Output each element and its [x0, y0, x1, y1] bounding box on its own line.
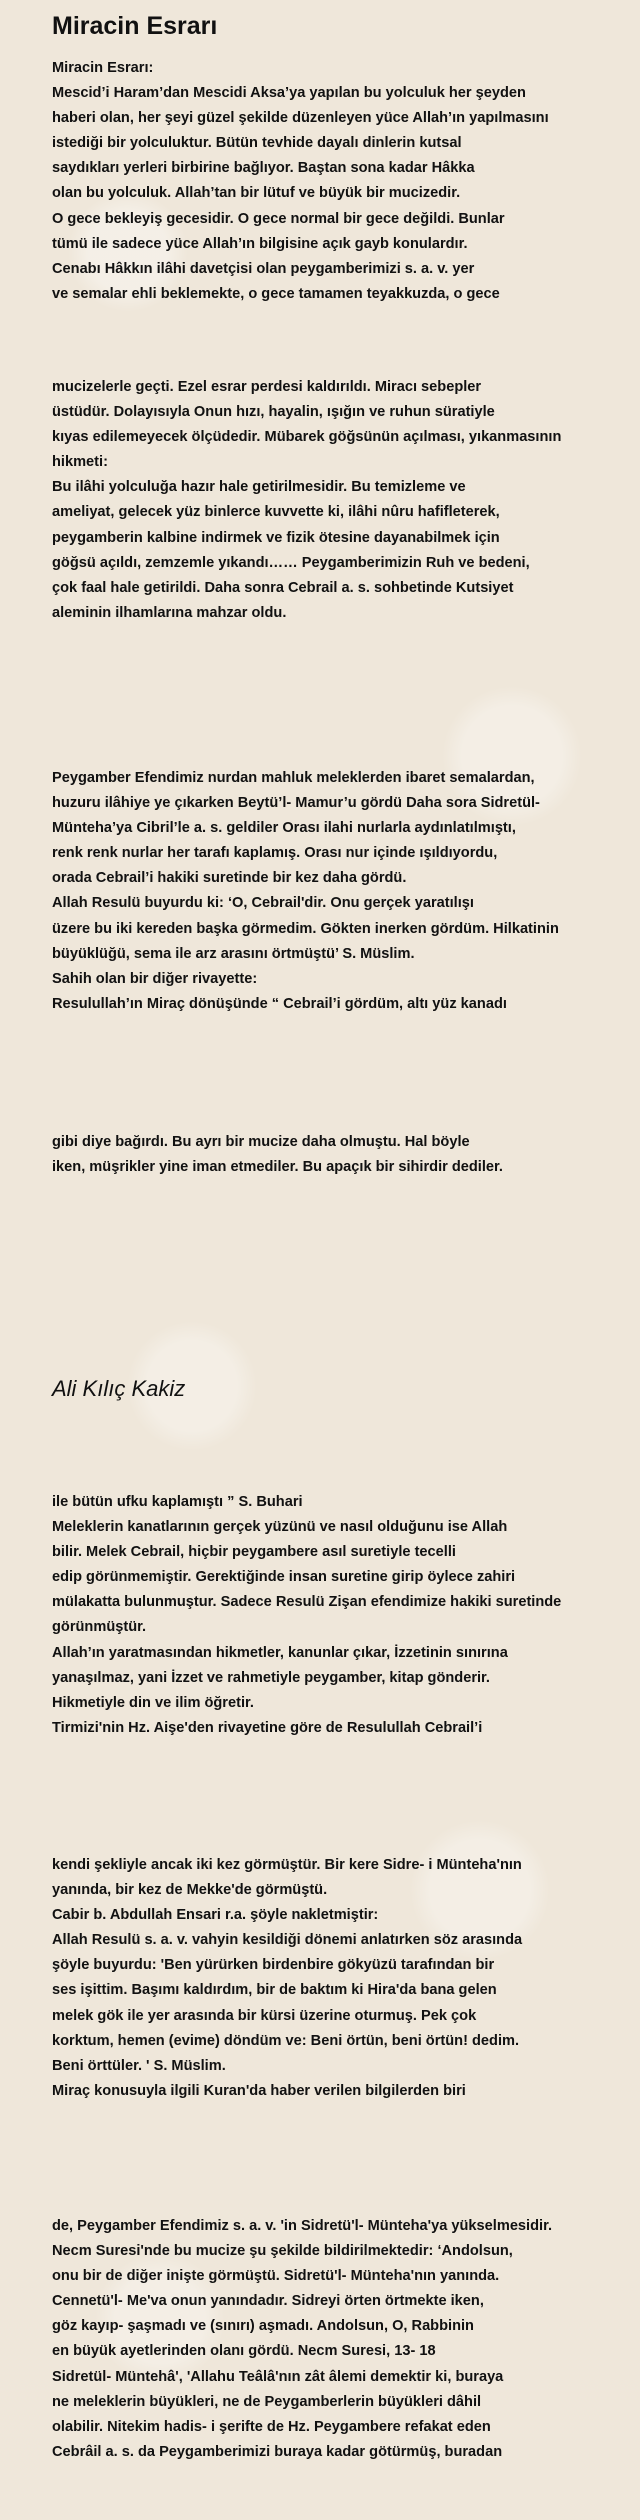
text-line: Peygamber Efendimiz nurdan mahluk meleklerden ibaret semalardan,	[52, 770, 535, 786]
text-line: korktum, hemen (evime) döndüm ve: Beni örtün, beni örtün! dedim.	[52, 2032, 520, 2049]
text-line: göğsü açıldı, zemzemle yıkandı…… Peygamberimizin Ruh ve bedeni,	[52, 554, 530, 571]
text-line: Meleklerin kanatlarının gerçek yüzünü ve nasıl olduğunu ise Allah	[52, 1519, 508, 1536]
text-line: haberi olan, her şeyi güzel şekilde düzenleyen yüce Allah’ın yapılmasını	[52, 110, 549, 127]
text-line: Hikmetiyle din ve ilim öğretir.	[52, 1694, 254, 1711]
paragraph-2	[52, 375, 617, 626]
text-line: mucizelerle geçti. Ezel esrar perdesi kaldırıldı. Miracı sebepler	[52, 379, 482, 395]
text-line: melek gök ile yer arasında bir kürsi üzerine oturmuş. Pek çok	[52, 2007, 477, 2024]
text-line: Resulullah’ın Miraç dönüşünde “ Cebrail’i gördüm, altı yüz kanadı	[52, 995, 507, 1012]
paragraph-1	[52, 56, 617, 307]
text-line: şöyle buyurdu: 'Ben yürürken birdenbire gökyüzü tarafından bir	[52, 1957, 495, 1974]
text-line: Allah’ın yaratmasından hikmetler, kanunlar çıkar, İzzetinin sınırına	[52, 1644, 508, 1661]
text-line: yanaşılmaz, yani İzzet ve rahmetiyle peygamber, kitap gönderir.	[52, 1669, 490, 1686]
text-line: Beni örttüler. ' S. Müslim.	[52, 2057, 226, 2074]
text-line: Sahih olan bir diğer rivayette:	[52, 970, 258, 987]
text-line: Mescid’i Haram’dan Mescidi Aksa’ya yapılan bu yolculuk her şeyden	[52, 85, 526, 102]
text-line: Sidretül- Müntehâ', 'Allahu Teâlâ'nın zât âlemi demektir ki, buraya	[52, 2368, 504, 2385]
text-line: hikmeti:	[52, 454, 108, 471]
text-line: renk renk nurlar her tarafı kaplamış. Orası nur içinde ışıldıyordu,	[52, 845, 498, 862]
text-line: orada Cebrail’i hakiki suretinde bir kez daha gördü.	[52, 870, 407, 887]
text-line: gibi diye bağırdı. Bu ayrı bir mucize daha olmuştu. Hal böyle	[52, 1134, 470, 1150]
text-line: edip görünmemiştir. Gerektiğinde insan suretine girip öylece zahiri	[52, 1569, 516, 1586]
text-line: Cenabı Hâkkın ilâhi davetçisi olan peygamberimizi s. a. v. yer	[52, 260, 475, 277]
text-line: mülakatta bulunmuştur. Sadece Resulü Zişan efendimize hakiki suretinde	[52, 1594, 562, 1611]
text-line: bilir. Melek Cebrail, hiçbir peygambere asıl suretiyle tecelli	[52, 1544, 456, 1561]
text-line: Necm Suresi'nde bu mucize şu şekilde bildirilmektedir: ‘Andolsun,	[52, 2243, 513, 2260]
page-title: Miracin Esrarı	[52, 12, 218, 40]
paragraph-6	[52, 1853, 617, 2104]
paragraph-4	[52, 1130, 617, 1180]
text-line: olabilir. Nitekim hadis- i şerifte de Hz. Peygambere refakat eden	[52, 2418, 491, 2435]
text-line: onu bir de diğer inişte görmüştü. Sidretü'l- Münteha'nın yanında.	[52, 2268, 500, 2285]
text-line: huzuru ilâhiye ye çıkarken Beytü’l- Mamur’u gördü Daha sora Sidretül-	[52, 795, 540, 812]
text-line: de, Peygamber Efendimiz s. a. v. 'in Sidretü'l- Münteha'ya yükselmesidir.	[52, 2218, 552, 2234]
text-line: kıyas edilemeyecek ölçüdedir. Mübarek göğsünün açılması, yıkanmasının	[52, 429, 562, 446]
text-line: Miraç konusuyla ilgili Kuran'da haber verilen bilgilerden biri	[52, 2082, 466, 2099]
paragraph-7	[52, 2214, 617, 2465]
text-line: ses işittim. Başımı kaldırdım, bir de baktım ki Hira'da bana gelen	[52, 1982, 497, 1999]
text-line: saydıkları yerleri birbirine bağlıyor. Baştan sona kadar Hâkka	[52, 160, 475, 177]
text-line: olan bu yolculuk. Allah’tan bir lütuf ve büyük bir mucizedir.	[52, 185, 461, 202]
text-line: O gece bekleyiş gecesidir. O gece normal bir gece değildi. Bunlar	[52, 210, 505, 227]
text-line: Cebrâil a. s. da Peygamberimizi buraya kadar götürmüş, buradan	[52, 2443, 503, 2460]
text-line: Allah Resulü buyurdu ki: ‘O, Cebrail'dir. Onu gerçek yaratılışı	[52, 895, 474, 912]
text-line: Allah Resulü s. a. v. vahyin kesildiği dönemi anlatırken söz arasında	[52, 1932, 523, 1949]
text-line: yanında, bir kez de Mekke'de görmüştü.	[52, 1882, 328, 1899]
text-line: ameliyat, gelecek yüz binlerce kuvvette ki, ilâhi nûru hafifleterek,	[52, 504, 500, 521]
text-line: Cennetü'l- Me'va onun yanındadır. Sidreyi örten örtmekte iken,	[52, 2293, 484, 2310]
text-line: tümü ile sadece yüce Allah’ın bilgisine açık gayb konulardır.	[52, 235, 468, 252]
author-name: Ali Kılıç Kakiz	[52, 1376, 186, 1401]
text-line: Bu ilâhi yolculuğa hazır hale getirilmesidir. Bu temizleme ve	[52, 479, 466, 496]
text-line: Cabir b. Abdullah Ensari r.a. şöyle nakletmiştir:	[52, 1907, 379, 1924]
text-line: iken, müşrikler yine iman etmediler. Bu apaçık bir sihirdir dediler.	[52, 1159, 503, 1176]
text-line: kendi şekliyle ancak iki kez görmüştür. Bir kere Sidre- i Münteha'nın	[52, 1857, 522, 1873]
text-line: üzere bu iki kereden başka görmedim. Gökten inerken gördüm. Hilkatinin	[52, 920, 559, 937]
text-line: Tirmizi'nin Hz. Aişe'den rivayetine göre de Resulullah Cebrail’i	[52, 1719, 483, 1736]
text-line: üstüdür. Dolayısıyla Onun hızı, hayalin, ışığın ve ruhun süratiyle	[52, 404, 495, 421]
text-line: ne meleklerin büyükleri, ne de Peygamberlerin büyükleri dâhil	[52, 2393, 482, 2410]
paragraph-5	[52, 1490, 617, 1741]
text-line: en büyük ayetlerinden olanı gördü. Necm Suresi, 13- 18	[52, 2343, 436, 2360]
text-line: göz kayıp- şaşmadı ve (sınırı) aşmadı. Andolsun, O, Rabbinin	[52, 2318, 474, 2335]
text-line: aleminin ilhamlarına mahzar oldu.	[52, 604, 287, 621]
text-line: Miracin Esrarı:	[52, 60, 154, 76]
text-line: Münteha’ya Cibril’le a. s. geldiler Orası ilahi nurlarla aydınlatılmıştı,	[52, 820, 516, 837]
text-line: ile bütün ufku kaplamıştı ” S. Buhari	[52, 1494, 303, 1510]
text-line: çok faal hale getirildi. Daha sonra Cebrail a. s. sohbetinde Kutsiyet	[52, 579, 514, 596]
text-line: istediği bir yolculuktur. Bütün tevhide dayalı dinlerin kutsal	[52, 135, 462, 152]
text-line: görünmüştür.	[52, 1619, 147, 1636]
text-line: büyüklüğü, sema ile arz arasını örtmüştü’ S. Müslim.	[52, 945, 415, 962]
text-line: peygamberin kalbine indirmek ve fizik ötesine dayanabilmek için	[52, 529, 500, 546]
paragraph-3	[52, 766, 617, 1017]
text-line: ve semalar ehli beklemekte, o gece tamamen teyakkuzda, o gece	[52, 285, 500, 302]
